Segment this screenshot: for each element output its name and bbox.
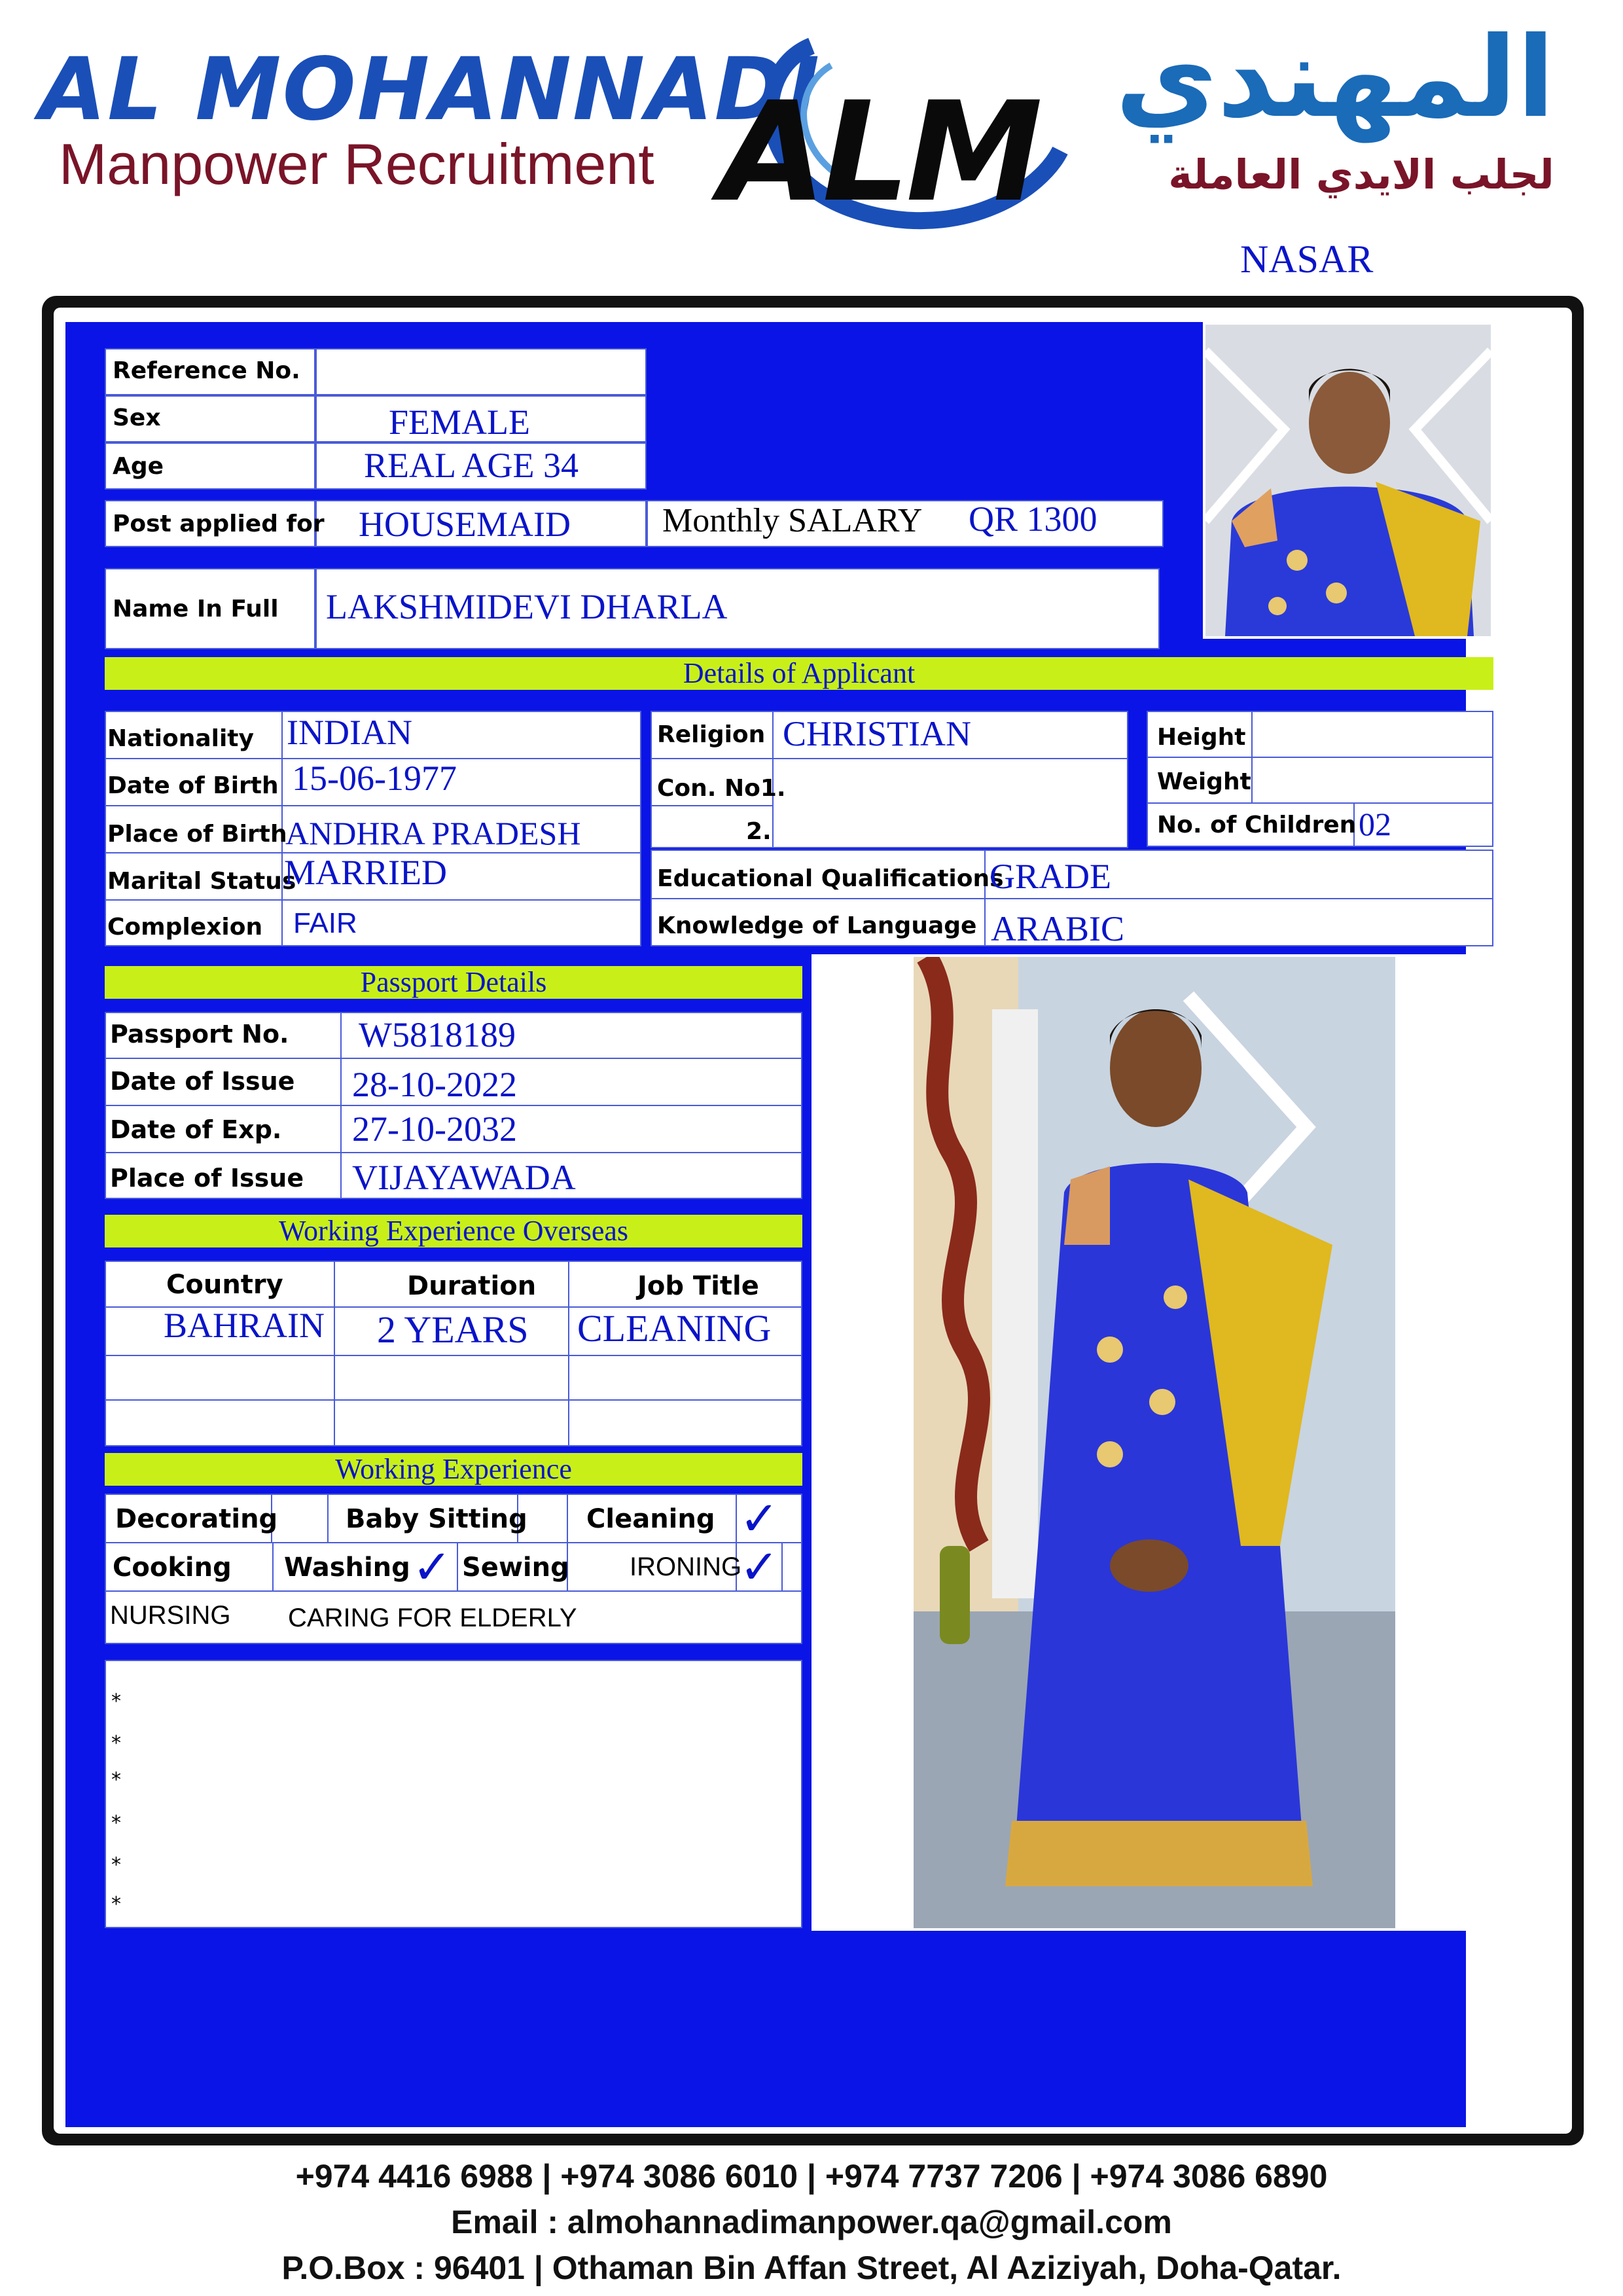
skill-cooking: Cooking <box>113 1552 232 1583</box>
row-line <box>105 1542 802 1543</box>
complexion-label: Complexion <box>107 914 263 941</box>
passport-number-value: W5818189 <box>359 1015 516 1054</box>
passport-number-label: Passport No. <box>110 1020 289 1049</box>
row-line <box>105 1058 802 1059</box>
contact1-label: Con. No1. <box>657 775 786 802</box>
religion-value: CHRISTIAN <box>783 714 972 753</box>
name-value: LAKSHMIDEVI DHARLA <box>326 587 728 626</box>
portrait-figure-icon <box>1205 325 1491 636</box>
row-line <box>651 898 1493 899</box>
reference-value-cell <box>315 348 647 395</box>
skill-decorating: Decorating <box>115 1504 278 1534</box>
row-line <box>1147 802 1493 804</box>
col-line <box>334 1261 335 1446</box>
children-value: 02 <box>1359 806 1391 842</box>
arabic-subtitle: لجلب الايدي العاملة <box>1168 151 1554 198</box>
agent-name: NASAR <box>1240 238 1374 281</box>
footer-phones: +974 4416 6988 | +974 3086 6010 | +974 7737 7206 | +974 3086 6890 <box>295 2158 1328 2195</box>
col-line <box>781 1542 783 1590</box>
footer-email: Email : almohannadimanpower.qa@gmail.com <box>451 2204 1172 2240</box>
skill-baby-sitting: Baby Sitting <box>346 1504 527 1534</box>
footer-address: P.O.Box : 96401 | Othaman Bin Affan Street, Al Aziziyah, Doha-Qatar. <box>281 2250 1342 2286</box>
overseas-country-value: BAHRAIN <box>164 1306 325 1345</box>
post-label: Post applied for <box>113 511 325 537</box>
age-label: Age <box>113 453 164 480</box>
note-bullet: * <box>111 1812 121 1835</box>
row-line <box>651 805 774 806</box>
logo-text: ALM <box>720 72 1039 232</box>
education-value: GRADE <box>990 857 1111 896</box>
col-line <box>568 1261 569 1446</box>
full-length-figure-icon <box>914 957 1395 1928</box>
cleaning-check-icon: ✓ <box>740 1491 779 1546</box>
children-label: No. of Children <box>1157 812 1357 838</box>
nationality-value: INDIAN <box>287 713 412 752</box>
column-header-duration: Duration <box>407 1271 537 1301</box>
nationality-label: Nationality <box>107 725 254 752</box>
passport-issue-value: 28-10-2022 <box>352 1065 517 1104</box>
col-line <box>327 1494 329 1542</box>
language-label: Knowledge of Language <box>657 912 977 939</box>
col-line <box>272 1542 274 1590</box>
contact2-label: 2. <box>746 818 772 845</box>
note-bullet: * <box>111 1854 121 1876</box>
row-line <box>105 1152 802 1153</box>
company-subtitle: Manpower Recruitment <box>59 132 654 196</box>
passport-section-header: Passport Details <box>105 966 802 999</box>
row-line <box>1147 757 1493 758</box>
row-line <box>105 1355 802 1356</box>
passport-issue-label: Date of Issue <box>110 1067 295 1096</box>
weight-label: Weight <box>1157 768 1251 795</box>
dob-value: 15-06-1977 <box>292 759 457 798</box>
pob-label: Place of Birth <box>107 821 287 848</box>
passport-place-label: Place of Issue <box>110 1164 304 1193</box>
row-line <box>105 1590 802 1592</box>
row-line <box>105 1399 802 1401</box>
note-bullet: * <box>111 1893 121 1916</box>
marital-label: Marital Status <box>107 868 296 895</box>
overseas-job-value: CLEANING <box>577 1307 772 1350</box>
height-label: Height <box>1157 724 1246 751</box>
column-header-country: Country <box>166 1270 283 1300</box>
sex-value: FEMALE <box>389 403 530 442</box>
sex-label: Sex <box>113 404 161 431</box>
col-line <box>567 1494 568 1542</box>
skill-cleaning: Cleaning <box>586 1504 715 1534</box>
pob-value: ANDHRA PRADESH <box>285 815 581 852</box>
religion-label: Religion <box>657 721 766 748</box>
col-line <box>457 1542 458 1590</box>
skill-sewing: Sewing <box>462 1552 569 1583</box>
note-bullet: * <box>111 1768 121 1791</box>
overseas-duration-value: 2 YEARS <box>377 1308 529 1351</box>
notes-box <box>105 1660 802 1928</box>
age-value: REAL AGE 34 <box>364 446 579 485</box>
passport-expiry-value: 27-10-2032 <box>352 1109 517 1149</box>
arabic-name: المهندي <box>1115 13 1555 143</box>
education-label: Educational Qualifications <box>657 865 1004 892</box>
row-line <box>105 899 641 901</box>
language-value: ARABIC <box>991 909 1125 948</box>
note-bullet: * <box>111 1690 121 1713</box>
salary-value: QR 1300 <box>969 499 1097 539</box>
post-value: HOUSEMAID <box>359 505 571 544</box>
marital-value: MARRIED <box>284 853 448 892</box>
note-bullet: * <box>111 1732 121 1755</box>
portrait-photo <box>1203 322 1493 639</box>
passport-place-value: VIJAYAWADA <box>352 1158 576 1197</box>
company-name: AL MOHANNADI <box>39 39 821 140</box>
reference-label: Reference No. <box>113 357 300 384</box>
skill-nursing: NURSING <box>110 1601 231 1630</box>
applicant-section-header: Details of Applicant <box>105 657 1493 690</box>
row-line <box>651 758 1128 759</box>
skill-caring-for-elderly: CARING FOR ELDERLY <box>288 1604 577 1632</box>
name-label: Name In Full <box>113 596 279 622</box>
experience-section-header: Working Experience <box>105 1453 802 1486</box>
column-header-job-title: Job Title <box>637 1271 759 1301</box>
skill-ironing: IRONING <box>630 1552 742 1581</box>
salary-label: Monthly SALARY <box>662 502 923 539</box>
row-line <box>105 1105 802 1106</box>
ironing-check-icon: ✓ <box>740 1539 779 1594</box>
washing-check-icon: ✓ <box>412 1539 452 1594</box>
full-length-photo <box>812 954 1493 1931</box>
overseas-section-header: Working Experience Overseas <box>105 1215 802 1247</box>
skill-washing: Washing <box>284 1552 410 1583</box>
complexion-value: FAIR <box>293 907 357 939</box>
passport-expiry-label: Date of Exp. <box>110 1115 282 1144</box>
dob-label: Date of Birth <box>107 772 279 799</box>
row-line <box>105 805 641 806</box>
